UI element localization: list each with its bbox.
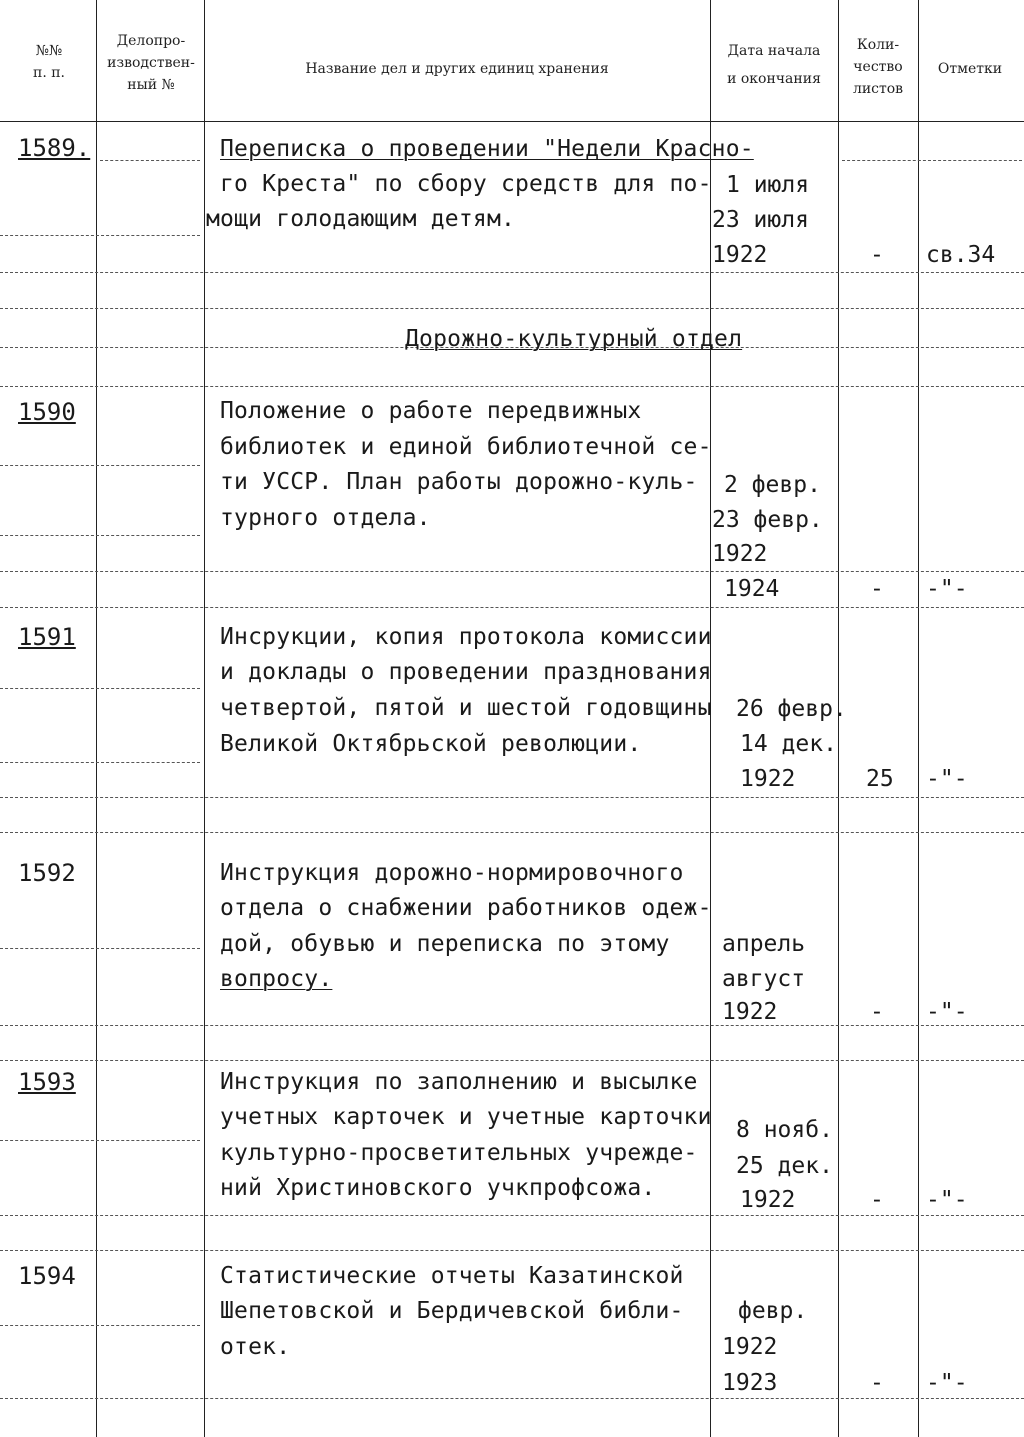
entry-title-line: культурно-просветительных учрежде- <box>220 1140 698 1166</box>
row-guide <box>0 272 1024 273</box>
date-year: 1922 <box>740 766 796 792</box>
column-rule <box>918 0 919 1437</box>
date-end: 25 дек. <box>736 1153 833 1179</box>
sheet-count: - <box>870 1370 884 1396</box>
entry-title-line: отдела о снабжении работников одеж- <box>220 895 712 921</box>
note: -"- <box>926 1187 968 1213</box>
entry-number: 1594 <box>18 1262 76 1290</box>
entry-title-line: библиотек и единой библиотечной се- <box>220 434 712 460</box>
date-year: 1922 <box>712 242 768 268</box>
entry-number: 1590 <box>18 398 76 426</box>
row-guide <box>0 386 1024 387</box>
note: -"- <box>926 999 968 1025</box>
row-guide <box>0 235 200 236</box>
entry-title-line: Инструкция по заполнению и высылке <box>220 1069 698 1095</box>
header-title: Название дел и других единиц хранения <box>305 61 609 77</box>
sheet-count: 25 <box>866 766 894 792</box>
row-guide <box>0 571 1024 572</box>
entry-number: 1592 <box>18 859 76 887</box>
date-year: 1922 <box>712 541 768 567</box>
entry-title-line: дой, обувью и переписка по этому <box>220 931 670 957</box>
column-rule <box>96 0 97 1437</box>
row-guide <box>0 1060 1024 1061</box>
header-sheet-count: Коли- чество листов <box>852 37 904 97</box>
entry-number: 1593 <box>18 1068 76 1096</box>
row-guide <box>0 607 1024 608</box>
entry-title-line: вопросу. <box>220 966 333 992</box>
date-start: февр. <box>738 1298 808 1324</box>
sheet-count: - <box>870 1187 884 1213</box>
row-guide <box>0 1215 1024 1216</box>
date-end: 1922 <box>722 1334 778 1360</box>
entry-title-line: четвертой, пятой и шестой годовщины <box>220 695 712 721</box>
entry-title-line: турного отдела. <box>220 505 431 531</box>
row-guide <box>0 1250 1024 1251</box>
date-year: 1923 <box>722 1370 778 1396</box>
column-rule <box>204 0 205 1437</box>
entry-title-line: учетных карточек и учетные карточки <box>220 1104 712 1130</box>
entry-title-line: Инсрукции, копия протокола комиссии <box>220 624 712 650</box>
note: -"- <box>926 766 968 792</box>
entry-title-line: Шепетовской и Бердичевской библи- <box>220 1298 684 1324</box>
row-guide <box>0 797 1024 798</box>
sheet-count: - <box>870 576 884 602</box>
date-year-end: 1924 <box>724 576 780 602</box>
note: -"- <box>926 576 968 602</box>
row-guide <box>0 1398 1024 1399</box>
date-start: 26 февр. <box>736 696 847 722</box>
entry-title-line: Положение о работе передвижных <box>220 398 642 424</box>
row-guide <box>0 832 1024 833</box>
entry-number: 1589. <box>18 134 91 162</box>
row-guide <box>100 160 200 161</box>
header-num: №№ п. п. <box>32 43 65 81</box>
entry-title-line: Статистические отчеты Казатинской <box>220 1263 684 1289</box>
entry-title-line: Великой Октябрьской революции. <box>220 731 642 757</box>
date-start: 8 нояб. <box>736 1117 833 1143</box>
note: -"- <box>926 1370 968 1396</box>
row-guide <box>0 688 200 689</box>
date-end: август <box>722 966 806 992</box>
date-start: 1 июля <box>726 172 810 198</box>
date-end: 23 июля <box>712 207 809 233</box>
row-guide <box>0 762 200 763</box>
header-dates: Дата начала и окончания <box>727 43 821 87</box>
header-notes: Отметки <box>937 61 1003 77</box>
entry-title-line: Инструкция дорожно-нормировочного <box>220 860 684 886</box>
entry-title-line: ти УССР. План работы дорожно-куль- <box>220 469 698 495</box>
header-office-number: Делопро- изводствен- ный № <box>107 33 195 93</box>
section-title: Дорожно-культурный отдел <box>405 326 743 352</box>
row-guide <box>0 1140 200 1141</box>
row-guide <box>0 948 200 949</box>
date-year: 1922 <box>722 999 778 1025</box>
entry-title-line: го Креста" по сбору средств для по- <box>220 171 712 197</box>
row-guide <box>0 1325 200 1326</box>
date-start: апрель <box>722 931 806 957</box>
date-start: 2 февр. <box>724 472 821 498</box>
sheet-count: - <box>870 999 884 1025</box>
row-guide <box>0 535 200 536</box>
note: св.34 <box>926 242 996 268</box>
date-year: 1922 <box>740 1187 796 1213</box>
date-end: 23 февр. <box>712 507 823 533</box>
header-rule <box>0 121 1024 122</box>
date-end: 14 дек. <box>740 731 837 757</box>
entry-title-line: Переписка о проведении "Недели Красно- <box>220 136 754 162</box>
entry-title-line: отек. <box>220 1334 291 1360</box>
entry-number: 1591 <box>18 623 76 651</box>
entry-title-line: и доклады о проведении празднования <box>220 659 712 685</box>
row-guide <box>842 160 1022 161</box>
row-guide <box>0 465 200 466</box>
row-guide <box>0 1025 1024 1026</box>
sheet-count: - <box>870 242 884 268</box>
row-guide <box>0 308 1024 309</box>
entry-title-line: ний Христиновского учкпрофсожа. <box>220 1175 656 1201</box>
entry-title-line: мощи голодающим детям. <box>206 206 516 232</box>
